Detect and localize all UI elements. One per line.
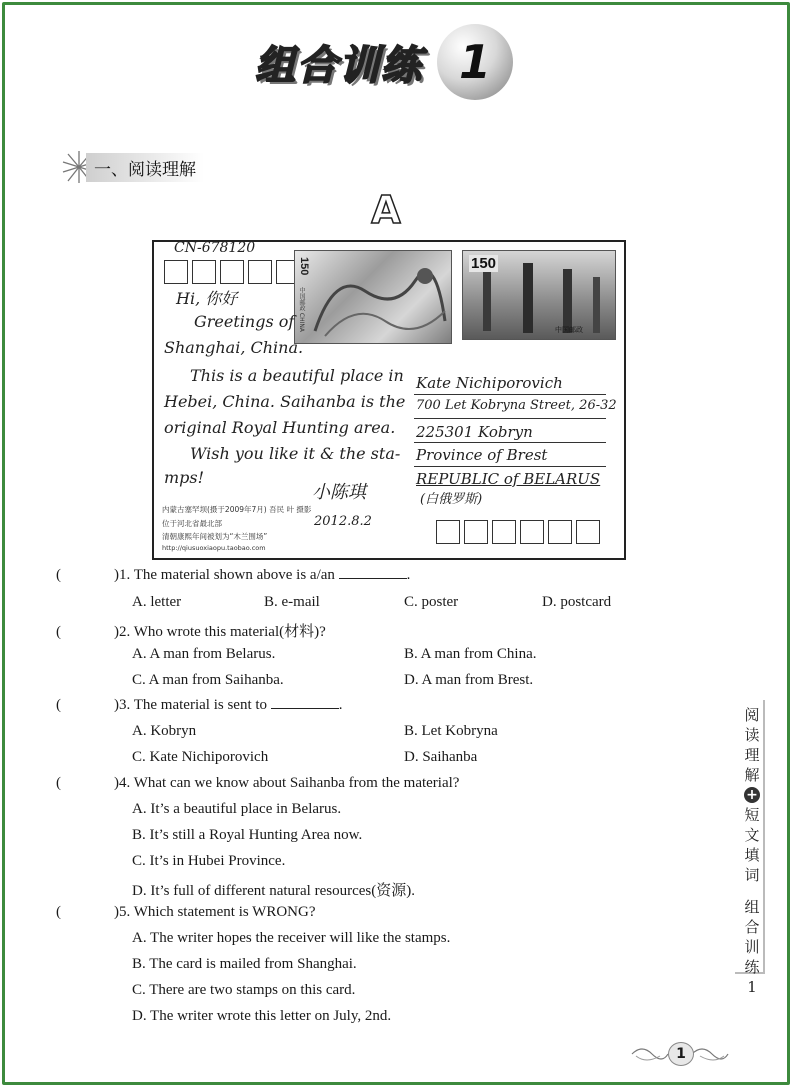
message-line: Shanghai, China. [164,338,304,357]
option[interactable]: C. Kate Nichiporovich [132,749,269,765]
side-tab [738,705,766,997]
question-stem: The material shown above is a/an [133,567,335,583]
option[interactable]: B. e-mail [264,594,320,610]
side-tab-char: 组 [744,898,760,916]
side-tab-char: 阅 [744,706,760,724]
option[interactable]: A. letter [132,594,182,610]
side-tab-char: 理 [744,746,760,764]
print-note-url: http://qiusuoxiaopu.taobao.com [162,544,266,552]
postcard-greeting: Hi, 你好 [176,289,238,308]
option[interactable]: A. The writer hopes the receiver will like the stamps. [132,930,451,946]
option[interactable]: D. It’s full of different natural resources(资源). [132,883,415,899]
question-stem: Who wrote this material(材料)? [133,624,326,640]
section-header [62,150,262,182]
option[interactable]: C. It’s in Hubei Province. [132,853,286,869]
side-tab-char: 文 [744,826,760,844]
option[interactable]: A. Kobryn [132,723,197,739]
address-line: 225301 Kobryn [416,423,533,441]
stamp-1-image [295,251,451,343]
option[interactable]: D. postcard [542,594,612,610]
side-tab-char: 合 [744,918,760,936]
stamp-1 [294,250,452,344]
question-5: ( )5. Which statement is WRONG? [56,904,316,920]
postcard-serial: CN-678120 [174,240,256,256]
page-title-badge: 1 [437,24,513,100]
option[interactable]: C. There are two stamps on this card. [132,982,356,998]
question-stem: The material is sent to [133,697,268,713]
address-line: Kate Nichiporovich [416,374,563,392]
page-number-ornament [630,1040,730,1068]
option[interactable]: B. It’s still a Royal Hunting Area now. [132,827,363,843]
option[interactable]: C. poster [404,594,459,610]
part-letter: A [371,188,401,232]
question-1: ( )1. The material shown above is a/an . [56,567,411,583]
side-tab-char: 短 [744,806,760,824]
stamp-1-value: 150 [298,257,310,276]
answer-blank[interactable] [339,577,407,579]
address-underline [414,442,606,443]
stamp-2 [462,250,616,340]
side-tab-char: 训 [744,938,760,956]
address-line: 700 Let Kobryna Street, 26-32 [416,398,617,413]
option[interactable]: C. A man from Saihanba. [132,672,284,688]
page-number: 1 [668,1042,694,1066]
question-2: ( )2. Who wrote this material(材料)? [56,624,326,640]
address-line: REPUBLIC of BELARUS [416,470,601,488]
page-title-text: 组合训练 [255,43,423,89]
postcode-boxes-bottom [436,520,600,544]
question-3: ( )3. The material is sent to . [56,697,343,713]
side-tab-char: 读 [744,726,760,744]
message-line: original Royal Hunting area. [164,418,396,437]
option[interactable]: B. A man from China. [404,646,537,662]
question-stem: Which statement is WRONG? [133,904,316,920]
address-underline [414,466,606,467]
stamp-1-label: 中国邮政 CHINA [298,287,305,332]
print-note: 清朝康熙年间被划为“木兰围场” [162,532,268,541]
option[interactable]: A. It’s a beautiful place in Belarus. [132,801,342,817]
option[interactable]: D. The writer wrote this letter on July, 2nd. [132,1008,392,1024]
question-stem: What can we know about Saihanba from the material? [133,775,460,791]
print-note: 内蒙古塞罕坝(摄于2009年7月) 吾民 叶 摄影 [162,505,312,514]
question-4: ( )4. What can we know about Saihanba from the material? [56,775,460,791]
message-line: Greetings of [194,312,295,331]
message-line: Hebei, China. Saihanba is the [164,392,406,411]
plus-icon: + [744,787,760,803]
postcard-date: 2012.8.2 [314,514,372,529]
side-tab-char: 词 [744,866,760,884]
message-line: Wish you like it & the sta- [190,444,401,463]
address-line: Province of Brest [416,446,548,464]
option[interactable]: D. Saihanba [404,749,478,765]
address-underline [414,418,606,419]
address-underline [414,394,606,395]
side-tab-char: 解 [744,766,760,784]
side-tab-char: 填 [744,846,760,864]
signature: 小陈琪 [312,482,366,503]
option[interactable]: A. A man from Belarus. [132,646,276,662]
print-note: 位于河北省最北部 [162,519,222,528]
option[interactable]: D. A man from Brest. [404,672,534,688]
address-line: (白俄罗斯) [420,492,483,507]
section-label: 一、阅读理解 [86,153,204,182]
message-line: mps! [164,468,205,487]
stamp-2-label: 中国邮政 [555,326,583,334]
option[interactable]: B. Let Kobryna [404,723,498,739]
stamp-2-value: 150 [471,255,497,272]
postcard [152,240,626,560]
side-tab-char: 练 [744,958,760,976]
message-line: This is a beautiful place in [190,366,404,385]
option[interactable]: B. The card is mailed from Shanghai. [132,956,357,972]
answer-blank[interactable] [271,707,339,709]
side-tab-num: 1 [747,978,757,996]
